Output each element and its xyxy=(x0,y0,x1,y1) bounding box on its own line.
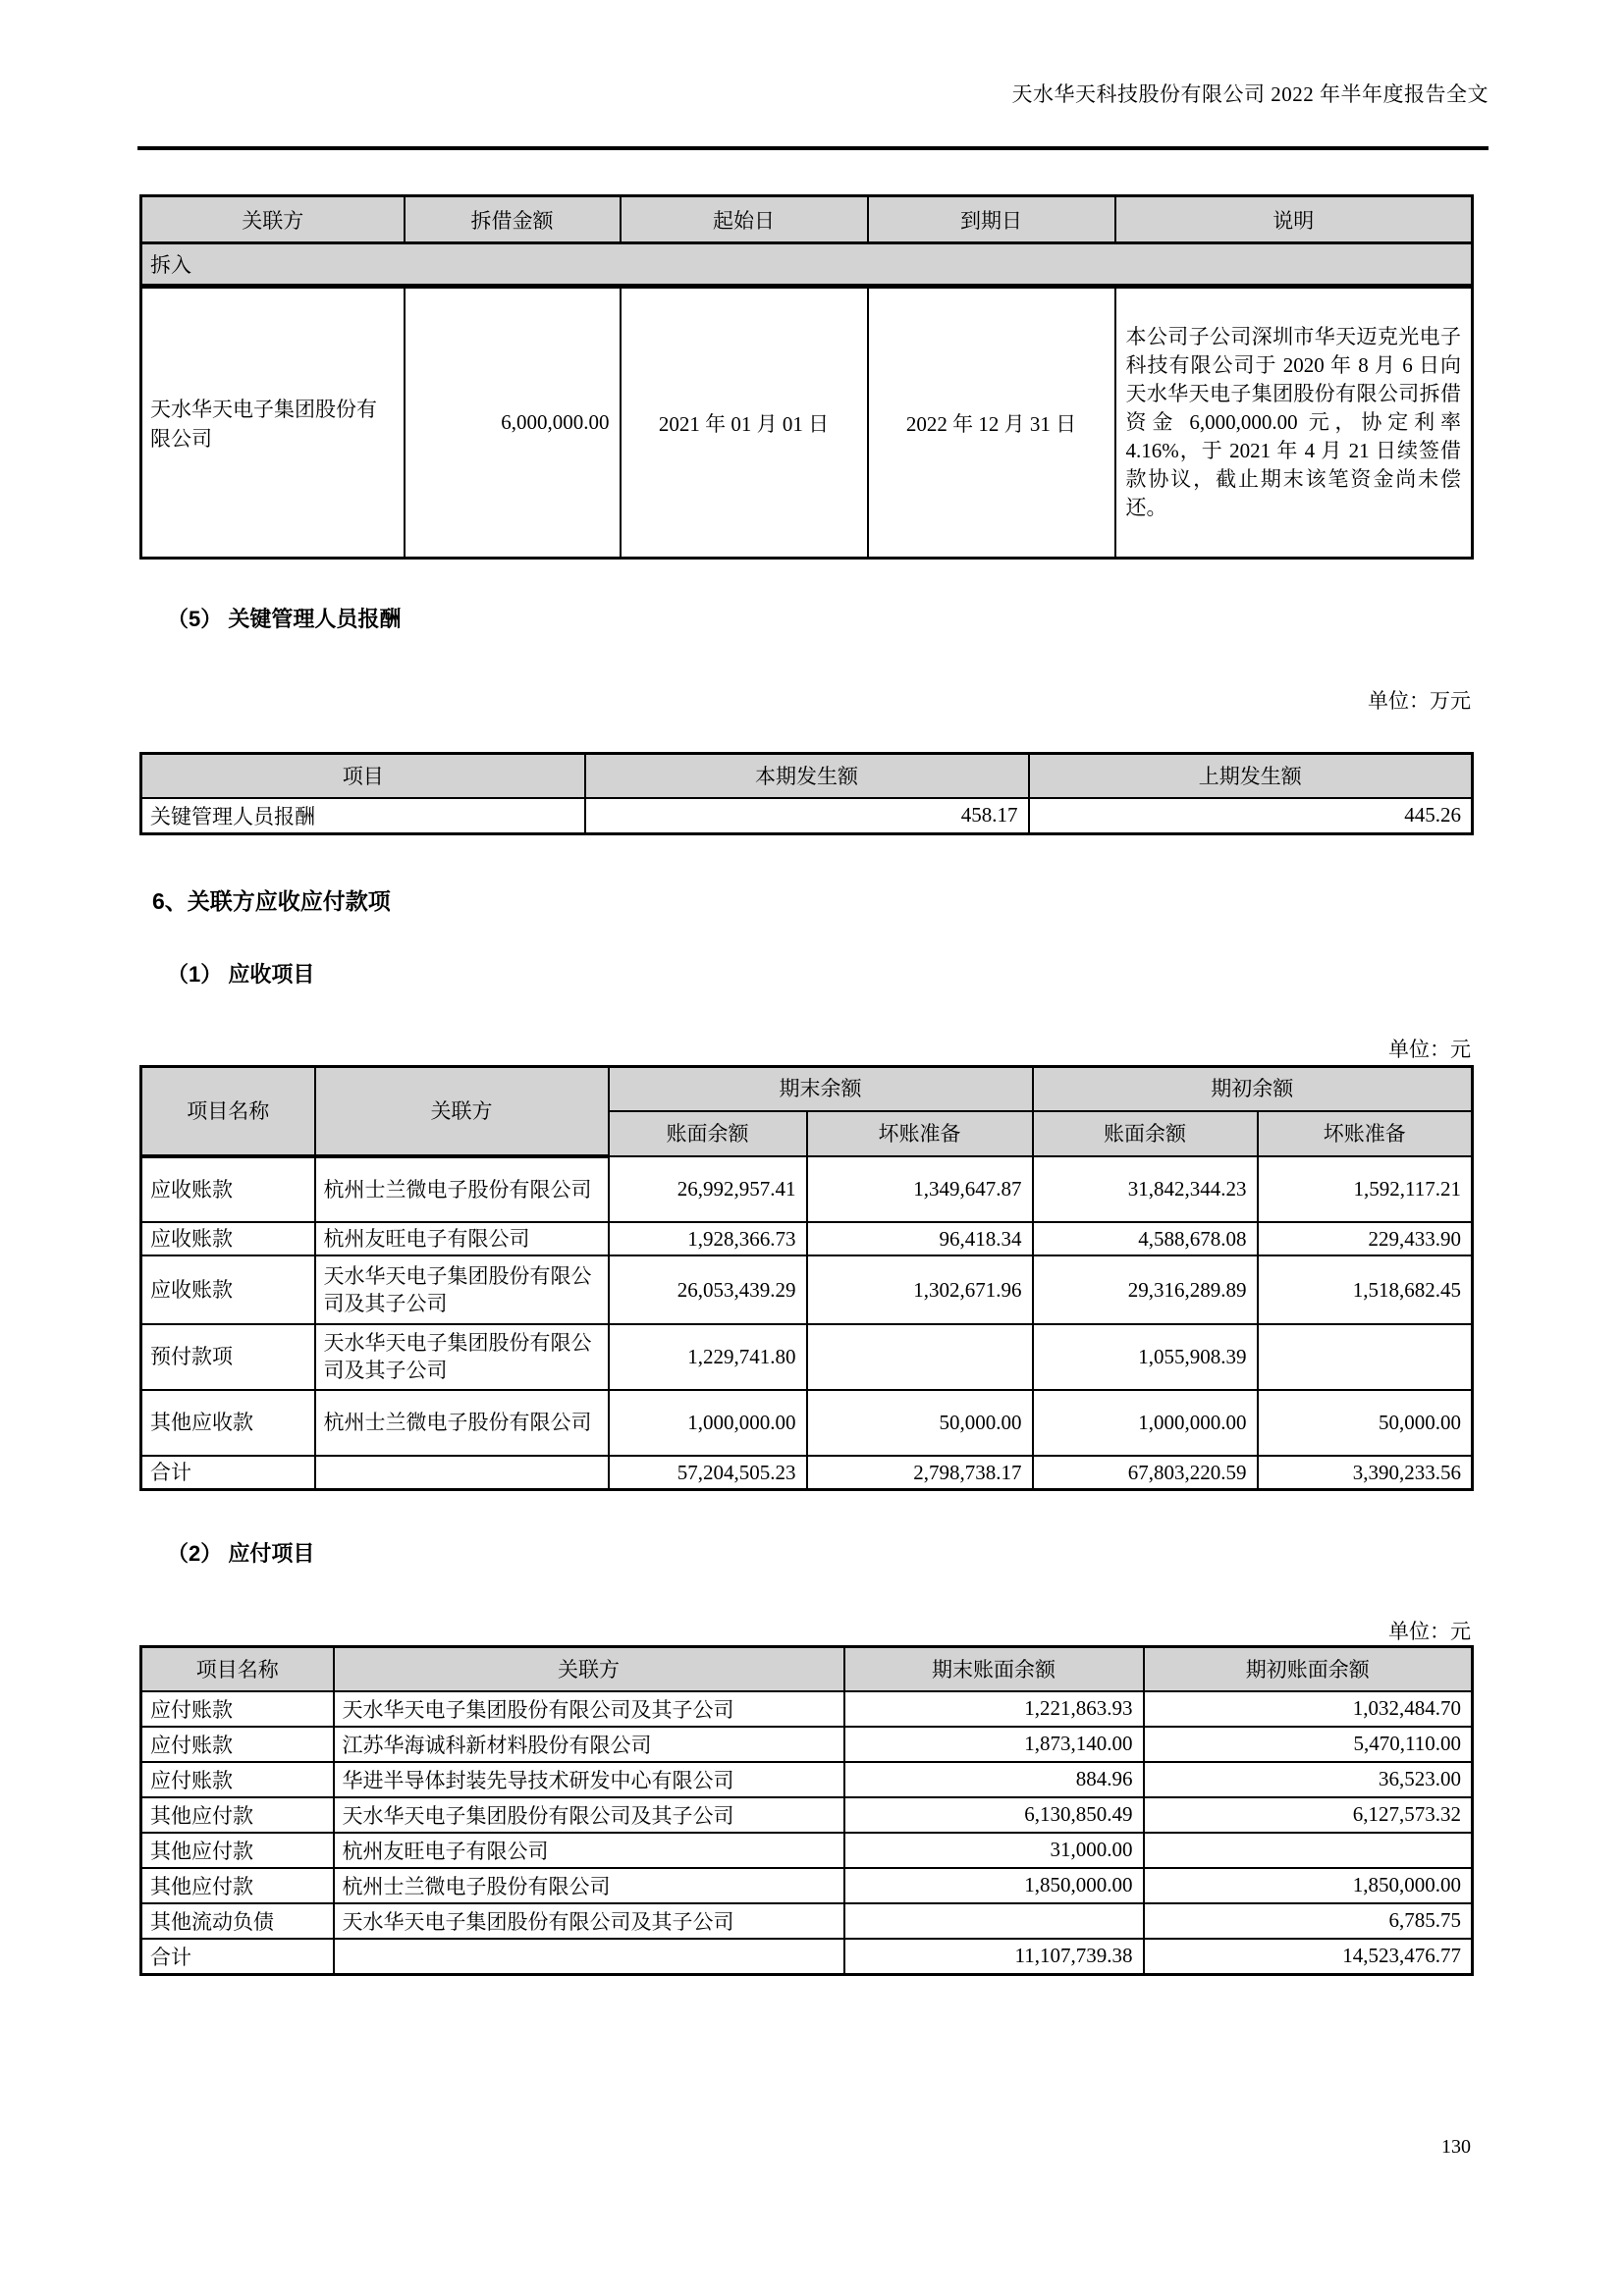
cell-beginning-balance: 36,523.00 xyxy=(1144,1762,1473,1797)
cell-bad-debt-begin: 1,518,682.45 xyxy=(1258,1255,1473,1324)
cell-ending-balance: 1,873,140.00 xyxy=(844,1727,1144,1762)
cell-item-name: 应付账款 xyxy=(141,1762,334,1797)
cell-item-name: 预付款项 xyxy=(141,1324,315,1390)
cell-bad-debt-end xyxy=(807,1324,1033,1390)
cell-beginning-balance: 6,785.75 xyxy=(1144,1903,1473,1939)
cell-party: 杭州友旺电子有限公司 xyxy=(334,1833,844,1868)
unit-label-wanyuan: 单位：万元 xyxy=(1368,689,1471,713)
cell-party: 杭州士兰微电子股份有限公司 xyxy=(315,1390,609,1456)
table-header-row xyxy=(141,1647,1473,1691)
column-header-start-date: 起始日 xyxy=(621,196,868,243)
cell-party: 天水华天电子集团股份有限公司及其子公司 xyxy=(334,1797,844,1833)
table-row xyxy=(141,798,1473,834)
cell-item-name: 其他应付款 xyxy=(141,1833,334,1868)
cell-bad-debt-end: 50,000.00 xyxy=(807,1390,1033,1456)
cell-book-balance-begin: 4,588,678.08 xyxy=(1033,1222,1258,1255)
cell-beginning-balance xyxy=(1144,1833,1473,1868)
cell-book-balance-end: 26,992,957.41 xyxy=(609,1156,807,1222)
cell-bad-debt-end: 1,349,647.87 xyxy=(807,1156,1033,1222)
column-header-end-date: 到期日 xyxy=(868,196,1115,243)
cell-bad-debt-end: 1,302,671.96 xyxy=(807,1255,1033,1324)
key-management-compensation-table xyxy=(139,752,1474,835)
page-number: 130 xyxy=(1441,2136,1471,2158)
column-header-item-name: 项目名称 xyxy=(141,1067,315,1156)
cell-book-balance-begin: 29,316,289.89 xyxy=(1033,1255,1258,1324)
cell-beginning-balance: 1,032,484.70 xyxy=(1144,1691,1473,1727)
unit-label-yuan-receivables: 单位：元 xyxy=(1388,1038,1471,1061)
cell-bad-debt-end: 2,798,738.17 xyxy=(807,1456,1033,1490)
table-row xyxy=(141,1390,1473,1456)
header-rule xyxy=(137,146,1489,150)
cell-book-balance-end: 1,229,741.80 xyxy=(609,1324,807,1390)
cell-party xyxy=(334,1939,844,1975)
unit-label-yuan-payables: 单位：元 xyxy=(1388,1620,1471,1643)
cell-party: 江苏华海诚科新材料股份有限公司 xyxy=(334,1727,844,1762)
table-header-row xyxy=(141,1067,1473,1111)
cell-amount: 6,000,000.00 xyxy=(405,287,621,559)
table-row xyxy=(141,1868,1473,1903)
cell-ending-balance: 6,130,850.49 xyxy=(844,1797,1144,1833)
cell-party: 华进半导体封装先导技术研发中心有限公司 xyxy=(334,1762,844,1797)
cell-bad-debt-begin: 229,433.90 xyxy=(1258,1222,1473,1255)
column-header-note: 说明 xyxy=(1115,196,1473,243)
cell-beginning-balance: 5,470,110.00 xyxy=(1144,1727,1473,1762)
page-header-title: 天水华天科技股份有限公司 2022 年半年度报告全文 xyxy=(1011,82,1489,106)
cell-beginning-balance: 1,850,000.00 xyxy=(1144,1868,1473,1903)
cell-party: 天水华天电子集团股份有限公司 xyxy=(141,287,405,559)
cell-note: 本公司子公司深圳市华天迈克光电子科技有限公司于 2020 年 8 月 6 日向天水华天电子集团股份有限公司拆借资金 6,000,000.00 元，协定利率 4.16%，于 2021 年 4 月 21 日续签借款协议，截止期末该笔资金尚未偿还。 xyxy=(1115,287,1473,559)
cell-bad-debt-begin: 3,390,233.56 xyxy=(1258,1456,1473,1490)
cell-party xyxy=(315,1456,609,1490)
group-header-beginning-balance: 期初余额 xyxy=(1033,1067,1473,1111)
cell-total-label: 合计 xyxy=(141,1456,315,1490)
cell-bad-debt-begin: 50,000.00 xyxy=(1258,1390,1473,1456)
cell-ending-balance: 11,107,739.38 xyxy=(844,1939,1144,1975)
cell-item-name: 其他应付款 xyxy=(141,1868,334,1903)
cell-item-name: 其他应收款 xyxy=(141,1390,315,1456)
cell-party: 杭州士兰微电子股份有限公司 xyxy=(334,1868,844,1903)
cell-bad-debt-begin xyxy=(1258,1324,1473,1390)
cell-book-balance-begin: 67,803,220.59 xyxy=(1033,1456,1258,1490)
cell-party: 天水华天电子集团股份有限公司及其子公司 xyxy=(315,1324,609,1390)
group-label: 拆入 xyxy=(141,243,1473,287)
cell-book-balance-begin: 1,000,000.00 xyxy=(1033,1390,1258,1456)
cell-item-name: 其他应付款 xyxy=(141,1797,334,1833)
table-header-row xyxy=(141,754,1473,798)
table-row xyxy=(141,1833,1473,1868)
receivables-table xyxy=(139,1065,1474,1491)
section6-title: 6、关联方应收应付款项 xyxy=(152,888,391,914)
cell-book-balance-begin: 1,055,908.39 xyxy=(1033,1324,1258,1390)
cell-bad-debt-begin: 1,592,117.21 xyxy=(1258,1156,1473,1222)
cell-book-balance-begin: 31,842,344.23 xyxy=(1033,1156,1258,1222)
cell-item-name: 应收账款 xyxy=(141,1255,315,1324)
column-header-party: 关联方 xyxy=(141,196,405,243)
column-header-ending-book-balance: 期末账面余额 xyxy=(844,1647,1144,1691)
cell-start-date: 2021 年 01 月 01 日 xyxy=(621,287,868,559)
subheader-book-balance-begin: 账面余额 xyxy=(1033,1111,1258,1156)
related-party-borrowing-table xyxy=(139,194,1474,560)
cell-book-balance-end: 57,204,505.23 xyxy=(609,1456,807,1490)
section5-title: （5） 关键管理人员报酬 xyxy=(167,607,402,631)
subheader-bad-debt-end: 坏账准备 xyxy=(807,1111,1033,1156)
cell-ending-balance: 1,221,863.93 xyxy=(844,1691,1144,1727)
table-row xyxy=(141,1903,1473,1939)
cell-party: 杭州友旺电子有限公司 xyxy=(315,1222,609,1255)
table-row xyxy=(141,1222,1473,1255)
table-row xyxy=(141,1762,1473,1797)
subheader-book-balance-end: 账面余额 xyxy=(609,1111,807,1156)
cell-book-balance-end: 26,053,439.29 xyxy=(609,1255,807,1324)
cell-party: 天水华天电子集团股份有限公司及其子公司 xyxy=(334,1691,844,1727)
cell-ending-balance: 31,000.00 xyxy=(844,1833,1144,1868)
payables-table xyxy=(139,1645,1474,1976)
column-header-current-period: 本期发生额 xyxy=(585,754,1029,798)
cell-book-balance-end: 1,000,000.00 xyxy=(609,1390,807,1456)
cell-party: 杭州士兰微电子股份有限公司 xyxy=(315,1156,609,1222)
cell-total-label: 合计 xyxy=(141,1939,334,1975)
table-header-row xyxy=(141,196,1473,243)
table-row xyxy=(141,1255,1473,1324)
total-row xyxy=(141,1456,1473,1490)
table-row xyxy=(141,1727,1473,1762)
cell-end-date: 2022 年 12 月 31 日 xyxy=(868,287,1115,559)
receivables-title: （1） 应收项目 xyxy=(167,962,315,987)
column-header-beginning-book-balance: 期初账面余额 xyxy=(1144,1647,1473,1691)
cell-ending-balance: 1,850,000.00 xyxy=(844,1868,1144,1903)
column-header-amount: 拆借金额 xyxy=(405,196,621,243)
table-row xyxy=(141,287,1473,559)
cell-item-name: 应收账款 xyxy=(141,1222,315,1255)
cell-beginning-balance: 6,127,573.32 xyxy=(1144,1797,1473,1833)
column-header-party: 关联方 xyxy=(315,1067,609,1156)
table-row xyxy=(141,1797,1473,1833)
cell-prior-period: 445.26 xyxy=(1029,798,1473,834)
table-row xyxy=(141,1691,1473,1727)
cell-current-period: 458.17 xyxy=(585,798,1029,834)
group-header-ending-balance: 期末余额 xyxy=(609,1067,1033,1111)
cell-item-name: 应付账款 xyxy=(141,1691,334,1727)
column-header-party: 关联方 xyxy=(334,1647,844,1691)
cell-beginning-balance: 14,523,476.77 xyxy=(1144,1939,1473,1975)
group-row xyxy=(141,243,1473,287)
cell-party: 天水华天电子集团股份有限公司及其子公司 xyxy=(334,1903,844,1939)
cell-item-name: 应付账款 xyxy=(141,1727,334,1762)
column-header-item: 项目 xyxy=(141,754,585,798)
cell-item-name: 应收账款 xyxy=(141,1156,315,1222)
cell-item-name: 其他流动负债 xyxy=(141,1903,334,1939)
cell-ending-balance: 884.96 xyxy=(844,1762,1144,1797)
cell-bad-debt-end: 96,418.34 xyxy=(807,1222,1033,1255)
cell-ending-balance xyxy=(844,1903,1144,1939)
table-row xyxy=(141,1324,1473,1390)
table-row xyxy=(141,1156,1473,1222)
subheader-bad-debt-begin: 坏账准备 xyxy=(1258,1111,1473,1156)
payables-title: （2） 应付项目 xyxy=(167,1541,315,1566)
cell-party: 天水华天电子集团股份有限公司及其子公司 xyxy=(315,1255,609,1324)
total-row xyxy=(141,1939,1473,1975)
cell-book-balance-end: 1,928,366.73 xyxy=(609,1222,807,1255)
column-header-item-name: 项目名称 xyxy=(141,1647,334,1691)
column-header-prior-period: 上期发生额 xyxy=(1029,754,1473,798)
cell-item: 关键管理人员报酬 xyxy=(141,798,585,834)
